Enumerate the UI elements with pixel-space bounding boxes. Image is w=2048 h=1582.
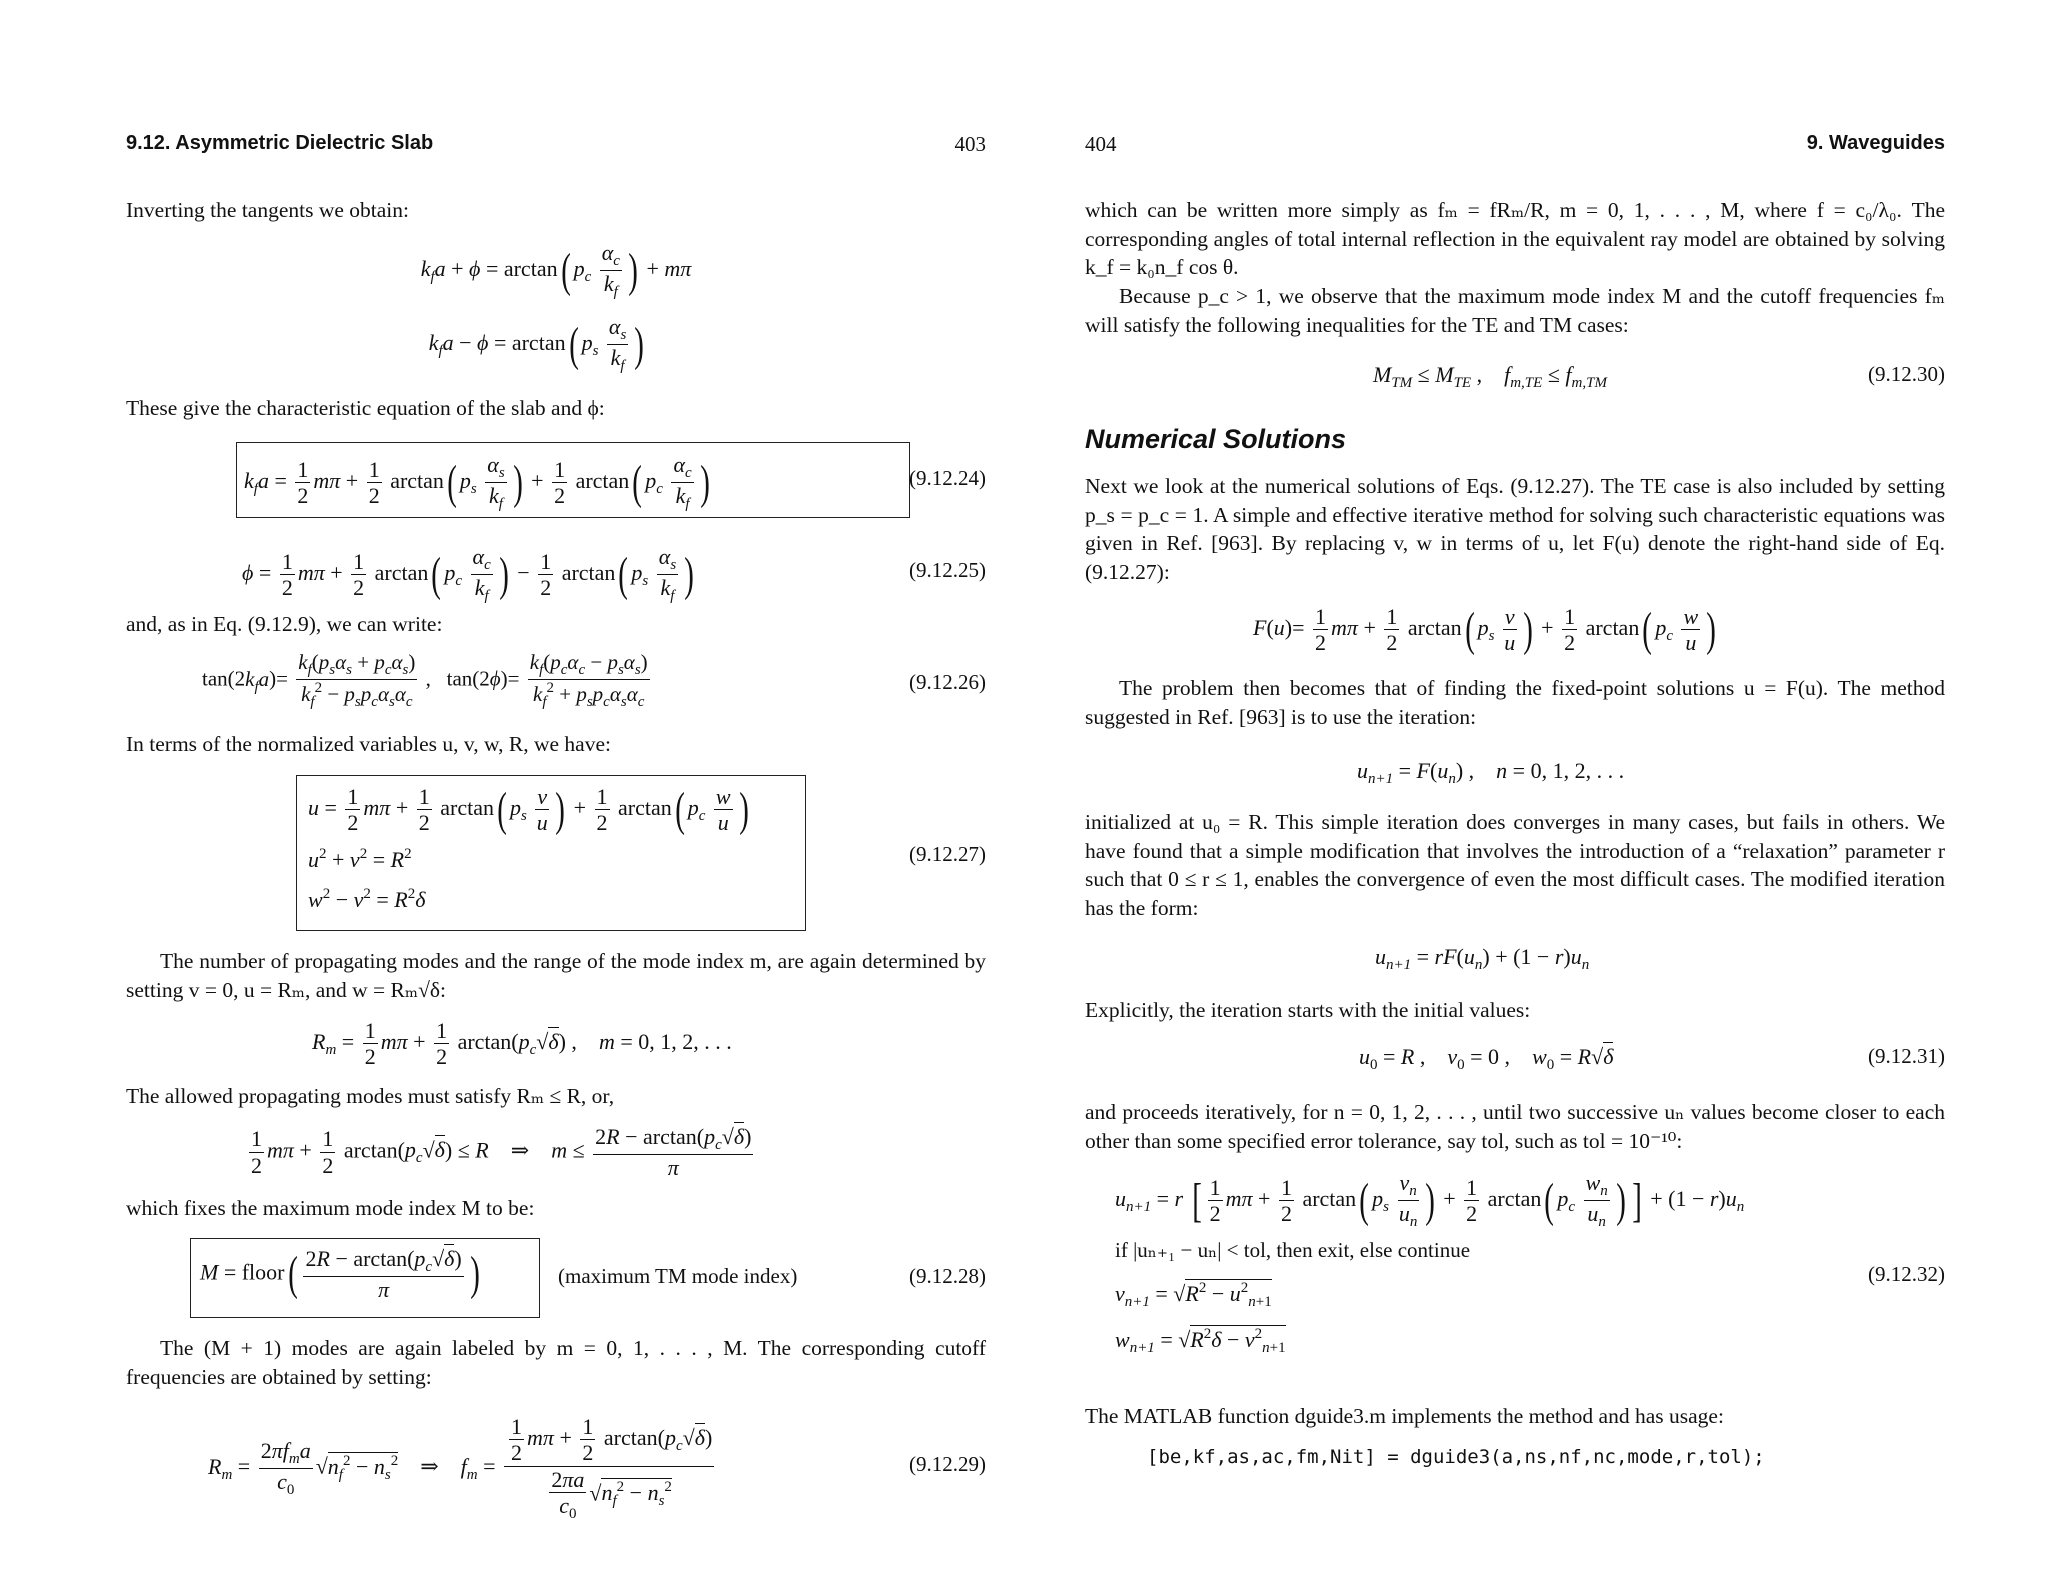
paragraph: These give the characteristic equation of the slab and ϕ: [126,396,605,420]
section-title: 9.12. Asymmetric Dielectric Slab [126,132,434,154]
equation-number: (9.12.30) [1868,362,1945,386]
equation-number: (9.12.29) [909,1452,986,1476]
equation-number: (9.12.31) [1868,1044,1945,1068]
paragraph: In terms of the normalized variables u, v, w, R, we have: [126,732,611,756]
equation-note: (maximum TM mode index) [558,1264,798,1288]
equation-number: (9.12.27) [909,842,986,866]
paragraph: Next we look at the numerical solutions of Eqs. (9.12.27). The TE case is also included by setting p_s = p_c = 1. A simple and effective iterative method for solving such characteristic equations was given in Ref. [963]. By replacing v, w in terms of u, let F(u) denote the right-hand side of Eq. (9.12.27): [1085,474,1945,584]
paragraph: which can be written more simply as fₘ = fRₘ/R, m = 0, 1, . . . , M, where f = c₀/λ₀. The corresponding angles of total internal reflection in the equivalent ray model are obtained by solving k_f = k₀n_f cos θ. [1085,198,1945,279]
page-number: 403 [954,132,986,156]
paragraph: and, as in Eq. (9.12.9), we can write: [126,612,443,636]
paragraph: and proceeds iteratively, for n = 0, 1, 2, . . . , until two successive uₙ values become closer to each other than some specified error tolerance, say tol, such as tol = 10⁻¹⁰: [1085,1100,1945,1153]
equation-number: (9.12.28) [909,1264,986,1288]
equation-number: (9.12.24) [909,466,986,490]
chapter-title: 9. Waveguides [1806,132,1945,154]
paragraph: The problem then becomes that of finding the fixed-point solutions u = F(u). The method suggested in Ref. [963] is to use the iteration: [1085,676,1945,729]
paragraph: The (M + 1) modes are again labeled by m = 0, 1, . . . , M. The corresponding cutoff frequencies are obtained by setting: [126,1336,986,1389]
page-number: 404 [1085,132,1117,156]
paragraph: Explicitly, the iteration starts with the initial values: [1085,998,1531,1022]
paragraph: The MATLAB function dguide3.m implements the method and has usage: [1085,1404,1724,1428]
left-running-header [126,132,986,162]
equation-number: (9.12.25) [909,558,986,582]
equation-number: (9.12.26) [909,670,986,694]
right-page: 404 9. Waveguides which can be written more simply as fₘ = fRₘ/R, m = 0, 1, . . . , M, where f = c₀/λ₀. The corresponding angles of total internal reflection in the equivalent ray model are obtained by solving k_f = k₀n_f cos θ. Because p_c > 1, we observe that the maximum mode index M and the cutoff frequencies fₘ will satisfy the following inequalities for the TE and TM cases: $M_{TM} \le M_{TE}$ , $f_{m,TE} \le f_{m,TM}$ (9.12.30) Numerical Solutions Next we look at the numerical solutions of Eqs. (9.12.27). The TE case is also included by setting p_s = p_c = 1. A simple and effective iterative method for solving such characteristic equations was given in Ref. [963]. By replacing v, w in terms of u, let F(u) denote the right-hand side of Eq. (9.12.27): F(u)= $\frac{1}{2}$ mπ + $\frac{1}{2}$ arctan( $p_s$ $\frac{v}{u}$ ) + $\frac{1}{2}$ arctan( $p_c$ $\frac{w}{u}$ ) The problem then becomes that of finding the fixed-point solutions u = F(u). The method suggested in Ref. [963] is to use the iteration: $u_{n+1} = F(u_n)$ , n = 0, 1, 2, . . . initialized at u₀ = R. This simple iteration does converges in many cases, but fails in others. We have found that a simple modification that involves the introduction of a “relaxation” parameter r such that 0 ≤ r ≤ 1, enables the convergence of even the most difficult cases. The modified iteration has the form: $u_{n+1} = rF(u_n) + (1 - r)u_n$ Explicitly, the iteration starts with the initial values: $u_0 = R$ , $v_0 = 0$ , $w_0 = R√\delta$ (9.12.31) and proceeds iteratively, for n = 0, 1, 2, . . . , until two successive uₙ values become closer to each other than some specified error tolerance, say tol, such as tol = 10⁻¹⁰: $u_{n+1} = r$ [ $\frac{1}{2}$ mπ + $\frac{1}{2}$ arctan( $p_s$ $\frac{v_n}{u_n}$ ) + $\frac{1}{2}$ arctan( $p_c$ $\frac{w_n}{u_n}$ ) ] + $(1 - r)u_n$ if |uₙ₊₁ − uₙ| < tol, then exit, else continue $v_{n+1} = √R^2 - u^2_{n+1}$ $w_{n+1} = √R^2\delta - v^2_{n+1}$ (9.12.32) The MATLAB function dguide3.m implements the method and has usage: [be,kf,as,ac,fm,Nit] = dguide3(a,ns,nf,nc,mode,r,tol); [1085,132,1945,1468]
right-running-header [1085,132,1945,162]
section-heading: Numerical Solutions [1085,424,1347,454]
left-page: 9.12. Asymmetric Dielectric Slab 403 Inverting the tangents we obtain: $k_fa + \phi = \arctan$( $p_c$ $\frac{\alpha_c}{k_f}$ ) + mπ $k_fa - \phi = \arctan$( $p_s$ $\frac{\alpha_s}{k_f}$ ) These give the characteristic equation of the slab and ϕ: $k_fa$ = $\frac{1}{2}$ mπ + $\frac{1}{2}$ arctan( $p_s$ $\frac{\alpha_s}{k_f}$ ) + $\frac{1}{2}$ arctan( $p_c$ $\frac{\alpha_c}{k_f}$ ) (9.12.24) ϕ = $\frac{1}{2}$ mπ + $\frac{1}{2}$ arctan( $p_c$ $\frac{\alpha_c}{k_f}$ ) − $\frac{1}{2}$ arctan( $p_s$ $\frac{\alpha_s}{k_f}$ ) (9.12.25) and, as in Eq. (9.12.9), we can write: $\tan(2k_fa)=$ $k_f(p_s\alpha_s + p_c\alpha_s)$ $k_f^2 - p_sp_c\alpha_s\alpha_c$ , tan(2ϕ)= $k_f(p_c\alpha_c - p_s\alpha_s)$ $k_f^2 + p_sp_c\alpha_s\alpha_c$ (9.12.26) In terms of the normalized variables u, v, w, R, we have: u = $\frac{1}{2}$ mπ + $\frac{1}{2}$ arctan( $p_s$ $\frac{v}{u}$ ) + $\frac{1}{2}$ arctan( $p_c$ $\frac{w}{u}$ ) $u^2 + v^2 = R^2$ $w^2 - v^2 = R^2\delta$ (9.12.27) The number of propagating modes and the range of the mode index m, are again determined by setting v = 0, u = Rₘ, and w = Rₘ√δ: $R_m$ = $\frac{1}{2}$ mπ + $\frac{1}{2}$ $\arctan(p_c√\delta)$ , m = 0, 1, 2, . . . The allowed propagating modes must satisfy Rₘ ≤ R, or, $\frac{1}{2}$ mπ + $\frac{1}{2}$ $\arctan(p_c√\delta) \le R$ ⇒ m ≤ $\frac{2R - \arctan(p_c√\delta)}{\pi}$ which fixes the maximum mode index M to be: M = floor( $\frac{2R - \arctan(p_c√\delta)}{\pi}$ ) (maximum TM mode index) (9.12.28) The (M + 1) modes are again labeled by m = 0, 1, . . . , M. The corresponding cutoff frequencies are obtained by setting: $R_m$ = $2\pi f_ma$ $c_0$ $√n_f^2 - n_s^2$ ⇒ $f_m$ = $\frac{1}{2}$ mπ + $\frac{1}{2}$ $\arctan(p_c√\delta)$ $\frac{2\pi a}{c_0}$ $√n_f^2 - n_s^2$ (9.12.29) [126,132,986,1522]
paragraph: which fixes the maximum mode index M to be: [126,1196,535,1220]
equation-number: (9.12.32) [1868,1262,1945,1286]
paragraph: Because p_c > 1, we observe that the maximum mode index M and the cutoff frequencies fₘ will satisfy the following inequalities for the TE and TM cases: [1085,284,1945,337]
paragraph: Inverting the tangents we obtain: [126,198,410,222]
iteration-exit-condition: if |uₙ₊₁ − uₙ| < tol, then exit, else continue [1115,1238,1471,1262]
paragraph: The number of propagating modes and the range of the mode index m, are again determined by setting v = 0, u = Rₘ, and w = Rₘ√δ: [126,949,986,1002]
paragraph: The allowed propagating modes must satisfy Rₘ ≤ R, or, [126,1084,615,1108]
code-usage-line: [be,kf,as,ac,fm,Nit] = dguide3(a,ns,nf,nc,mode,r,tol); [1147,1446,1765,1468]
paragraph: initialized at u₀ = R. This simple iteration does converges in many cases, but fails in others. We have found that a simple modification that involves the introduction of a “relaxation” parameter r such that 0 ≤ r ≤ 1, enables the convergence of even the most difficult cases. The modified iteration has the form: [1085,810,1945,920]
